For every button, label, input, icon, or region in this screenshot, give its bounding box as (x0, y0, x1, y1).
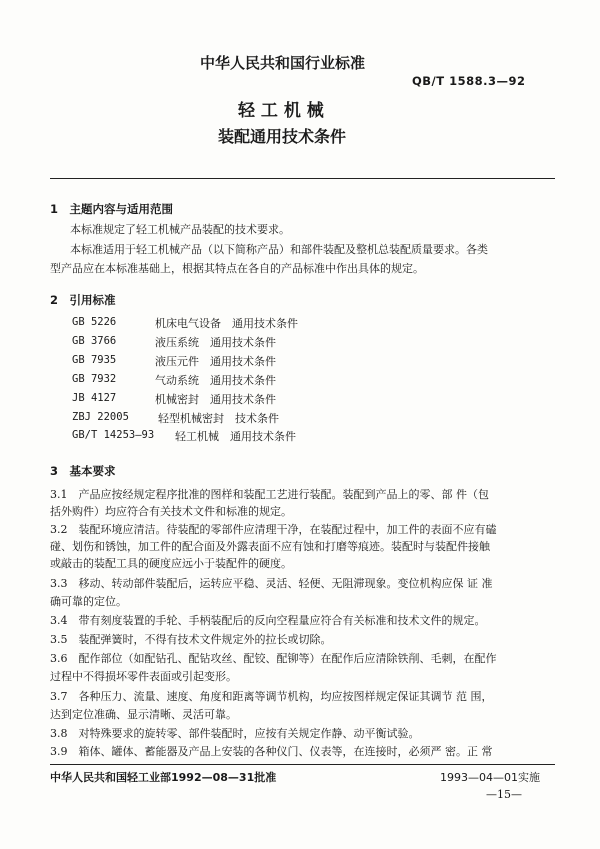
body-line: 或敲击的装配工具的硬度应远小于装配件的硬度。 (50, 557, 292, 570)
reference-code: GB 7935 (72, 354, 117, 366)
footer-rule (50, 764, 555, 765)
reference-title: 液压系统 通用技术条件 (155, 336, 276, 349)
section-1-heading: 1 主题内容与适用范围 (50, 202, 174, 216)
reference-title: 机械密封 通用技术条件 (155, 393, 276, 406)
body-line: 3.1 产品应按经规定程序批准的图样和装配工艺进行装配。装配到产品上的零、部 件（包 (50, 488, 489, 501)
issuing-organization: 中华人民共和国行业标准 (200, 54, 366, 72)
approval-line: 中华人民共和国轻工业部1992—08—31批准 (50, 771, 277, 784)
body-line: 3.9 箱体、罐体、蓄能器及产品上安装的各种仪门、仪表等，在连接时，必须严 密。正 常 (50, 745, 493, 758)
section-1-para-1: 本标准规定了轻工机械产品装配的技术要求。 (70, 223, 290, 236)
standard-number: QB/T 1588.3—92 (412, 74, 526, 88)
body-line: 3.2 装配环境应清洁。待装配的零部件应清理干净，在装配过程中，加工件的表面不应有磕 (50, 523, 497, 536)
section-3-heading: 3 基本要求 (50, 464, 116, 478)
body-line: 3.5 装配弹簧时，不得有技术文件规定外的拉长或切除。 (50, 633, 332, 646)
section-1-para-2a: 本标准适用于轻工机械产品（以下简称产品）和部件装配及整机总装配质量要求。各类 (70, 243, 488, 256)
section-1-para-2b: 型产品应在本标准基础上，根据其特点在各自的产品标准中作出具体的规定。 (50, 262, 424, 275)
body-line: 确可靠的定位。 (50, 595, 127, 608)
body-line: 达到定位准确、显示清晰、灵活可靠。 (50, 708, 237, 721)
body-line: 碰、划伤和锈蚀，加工件的配合面及外露表面不应有蚀和打磨等痕迹。装配时与装配件接触 (50, 540, 490, 553)
effective-date: 1993—04—01实施 (440, 771, 540, 784)
body-line: 3.3 移动、转动部件装配后，运转应平稳、灵活、轻便、无阻滞现象。变位机构应保 证 准 (50, 577, 493, 590)
reference-code: GB/T 14253—93 (72, 429, 155, 441)
body-line: 括外购件）均应符合有关技术文件和标准的规定。 (50, 505, 292, 518)
reference-title: 轻型机械密封 技术条件 (158, 412, 279, 425)
reference-title: 液压元件 通用技术条件 (155, 355, 276, 368)
reference-title: 气动系统 通用技术条件 (155, 374, 276, 387)
reference-code: GB 7932 (72, 373, 117, 385)
title-line-1: 轻 工 机 械 (238, 101, 324, 121)
section-2-heading: 2 引用标准 (50, 293, 116, 307)
body-line: 3.7 各种压力、流量、速度、角度和距离等调节机构，均应按图样规定保证其调节 范 围， (50, 690, 493, 703)
reference-code: GB 5226 (72, 316, 117, 328)
title-line-2: 装配通用技术条件 (218, 127, 347, 146)
reference-title: 轻工机械 通用技术条件 (175, 430, 296, 443)
reference-code: JB 4127 (72, 392, 117, 404)
body-line: 3.4 带有刻度装置的手轮、手柄装配后的反向空程量应符合有关标准和技术文件的规定。 (50, 614, 486, 627)
body-line: 3.6 配作部位（如配钻孔、配钻攻丝、配铰、配铆等）在配作后应清除铁削、毛刺，在配作 (50, 652, 497, 665)
body-line: 过程中不得损坏零件表面或引起变形。 (50, 670, 237, 683)
reference-code: GB 3766 (72, 335, 117, 347)
header-rule (50, 178, 555, 179)
reference-title: 机床电气设备 通用技术条件 (155, 317, 298, 330)
body-line: 3.8 对特殊要求的旋转零、部件装配时，应按有关规定作静、动平衡试验。 (50, 727, 420, 740)
reference-code: ZBJ 22005 (72, 411, 129, 423)
page-number: —15— (486, 788, 522, 801)
